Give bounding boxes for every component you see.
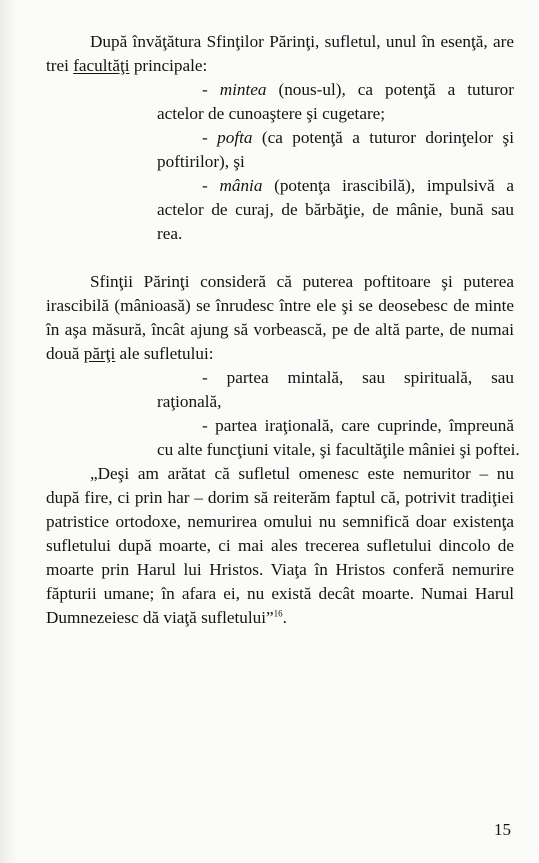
p3-line-1: „Deşi am arătat că sufletul omenesc este nemuritor – nu [90, 464, 514, 483]
p3-line-7: Dumnezeiesc dă viaţă sufletului”$^{16}$. [46, 608, 287, 627]
p2-line-1: Sfinţii Părinţi consideră că puterea poftitoare şi puterea [90, 272, 514, 291]
p2-item-rational: - partea mintală, sau spirituală, sau [202, 368, 514, 387]
p2-line-3: în aşa măsură, încât ajung să vorbească, pe de altă parte, de numai [46, 320, 514, 339]
p3-line-4: sufletului după moarte, ci mai ales trecerea sufletului dincolo de [46, 536, 514, 555]
p1-item-mania: - mânia (potenţa irascibilă), impulsivă a [202, 176, 514, 195]
p2-line-2: irascibilă (mânioasă) se înrudesc între ele şi se deosebesc de minte [46, 296, 514, 315]
p3-line-5: moarte prin Harul lui Hristos. Viaţa în Hristos conferă nemurire [46, 560, 514, 579]
p2-line-4: două părţi ale sufletului: [46, 344, 214, 363]
p1-item-mania-cont: actelor de curaj, de bărbăţie, de mânie, bună sau [157, 200, 514, 219]
p1-item-mintea: - mintea (nous-ul), ca potenţă a tuturor [202, 80, 514, 99]
p3-line-2: după fire, ci prin har – dorim să reiterăm faptul că, potrivit tradiţiei [46, 488, 514, 507]
p1-item-mintea-cont: actelor de cunoaştere şi cugetare; [157, 104, 386, 123]
p1-item-mania-end: rea. [157, 224, 183, 243]
p3-line-6: făpturii umane; în afara ei, nu există decât moarte. Numai Harul [46, 584, 514, 603]
page-edge-shadow [0, 0, 18, 863]
p2-item-rational-cont: raţională, [157, 392, 222, 411]
page-number: 15 [494, 820, 511, 839]
footnote-ref: 16 [273, 608, 283, 619]
p1-item-pofta: - pofta (ca potenţă a tuturor dorinţelor şi [202, 128, 515, 147]
p1-line-1: După învăţătura Sfinţilor Părinţi, sufletul, unul în esenţă, are [90, 32, 514, 51]
p2-item-irational: - partea iraţională, care cuprinde, împreună [202, 416, 514, 435]
underlined-term-parti: părţi [83, 344, 116, 363]
p1-item-pofta-cont: poftirilor), şi [157, 152, 245, 171]
p3-line-3: patristice ortodoxe, nemurirea omului nu semnifică doar existenţa [46, 512, 514, 531]
p1-line-2: trei facultăţi principale: [46, 56, 208, 75]
underlined-term-facultati: facultăţi [73, 56, 130, 75]
p2-item-irational-cont: cu alte funcţiuni vitale, şi facultăţile mâniei şi poftei. [157, 440, 520, 459]
